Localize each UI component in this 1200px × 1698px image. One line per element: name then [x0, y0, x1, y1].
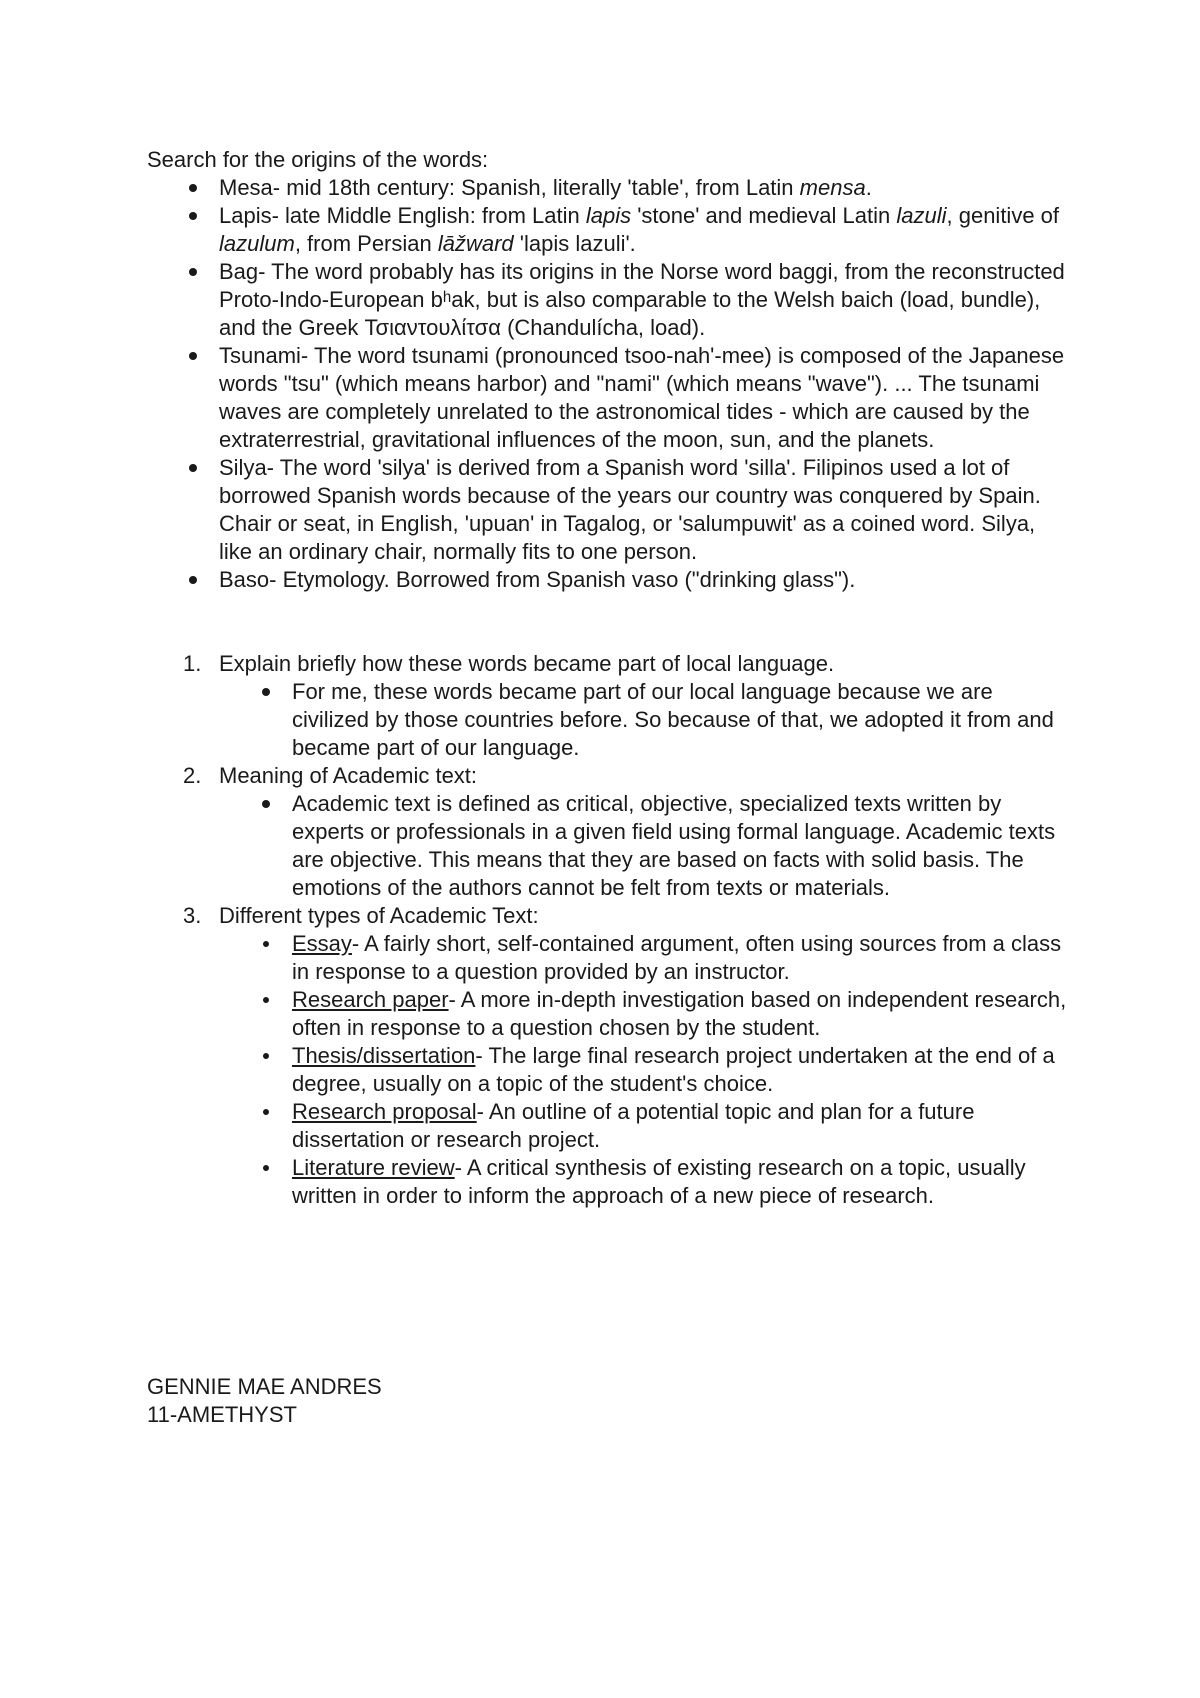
question-item	[183, 650, 1067, 762]
answer-list-item	[292, 930, 1067, 986]
intro-text: Search for the origins of the words:	[147, 147, 489, 172]
text-segment: Baso- Etymology. Borrowed from Spanish vaso ("drinking glass").	[219, 567, 856, 592]
origin-list-item	[219, 174, 1067, 202]
question-number: 2.	[183, 763, 202, 788]
text-segment: Mesa- mid 18th century: Spanish, literally 'table', from Latin	[219, 175, 800, 200]
text-segment: - The large final research project undertaken at the end of a degree, usually on a topic of the student's choice.	[292, 1043, 1055, 1096]
text-segment: 'lapis lazuli'.	[513, 231, 636, 256]
text-type-label: Thesis/dissertation	[292, 1043, 476, 1068]
question-prompt: Meaning of Academic text:	[219, 763, 478, 788]
text-type-label: Research proposal	[292, 1099, 477, 1124]
answer-list-item	[292, 678, 1067, 762]
text-segment: Academic text is defined as critical, objective, specialized texts written by experts or professionals in a given field using formal language. Academic texts are objective. This means that they are based on facts with solid basis. The emotions of the authors cannot be felt from texts or materials.	[292, 791, 1056, 900]
text-segment: Silya- The word 'silya' is derived from a Spanish word 'silla'. Filipinos used a lot of borrowed Spanish words because of the years our country was conquered by Spain. Chair or seat, in English, 'upuan' in Tagalog, or 'salumpuwit' as a coined word. Silya, like an ordinary chair, normally fits to one person.	[219, 455, 1041, 564]
text-segment: - A more in-depth investigation based on independent research, often in response to a question chosen by the student.	[292, 987, 1067, 1040]
answer-list-item	[292, 1098, 1067, 1154]
text-segment: - A critical synthesis of existing research on a topic, usually written in order to inform the approach of a new piece of research.	[292, 1155, 1026, 1208]
origin-list-item	[219, 342, 1067, 454]
text-segment: Tsunami- The word tsunami (pronounced tsoo-nah'-mee) is composed of the Japanese words "tsu" (which means harbor) and "nami" (which means "wave"). ... The tsunami waves are completely unrelated to the astronomical tides - which are caused by the extraterrestrial, gravitational influences of the moon, sun, and the planets.	[219, 343, 1065, 452]
italic-term: lapis	[585, 203, 632, 228]
text-segment: - An outline of a potential topic and plan for a future dissertation or research project.	[292, 1099, 975, 1152]
answer-list	[219, 790, 1067, 902]
origin-list-item	[219, 258, 1067, 342]
text-segment: Bag- The word probably has its origins in the Norse word baggi, from the reconstructed Proto-Indo-European bʰak, but is also comparable to the Welsh baich (load, bundle), and the Greek Τσιαντουλίτσα (Chandulícha, load).	[219, 259, 1065, 340]
origins-list	[147, 174, 1067, 594]
text-type-label: Research paper	[292, 987, 449, 1012]
answer-list-item	[292, 986, 1067, 1042]
question-number: 1.	[183, 651, 202, 676]
text-type-label: Literature review	[292, 1155, 455, 1180]
italic-term: lazulum	[219, 231, 295, 256]
text-segment: 'stone' and medieval Latin	[631, 203, 897, 228]
question-item	[183, 762, 1067, 902]
answer-list	[219, 678, 1067, 762]
italic-term: lazuli	[896, 203, 947, 228]
origin-list-item	[219, 202, 1067, 258]
text-segment: .	[865, 175, 872, 200]
text-segment: , genitive of	[946, 203, 1060, 228]
question-number: 3.	[183, 903, 202, 928]
document-body	[147, 146, 1067, 1210]
text-segment: , from Persian	[294, 231, 438, 256]
question-prompt: Different types of Academic Text:	[219, 903, 539, 928]
questions-list	[147, 650, 1067, 1210]
question-item	[183, 902, 1067, 1210]
author-section: 11-AMETHYST	[147, 1402, 297, 1427]
signature-block	[147, 1373, 382, 1429]
italic-term: lāžward	[437, 231, 514, 256]
question-prompt: Explain briefly how these words became part of local language.	[219, 651, 835, 676]
origin-list-item	[219, 454, 1067, 566]
answer-list-item	[292, 790, 1067, 902]
text-segment: For me, these words became part of our local language because we are civilized by those countries before. So because of that, we adopted it from and became part of our language.	[292, 679, 1054, 760]
text-type-label: Essay	[292, 931, 352, 956]
text-segment: - A fairly short, self-contained argument, often using sources from a class in response to a question provided by an instructor.	[292, 931, 1062, 984]
answer-list-item	[292, 1042, 1067, 1098]
author-name: GENNIE MAE ANDRES	[147, 1374, 382, 1399]
text-segment: Lapis- late Middle English: from Latin	[219, 203, 586, 228]
origin-list-item	[219, 566, 1067, 594]
italic-term: mensa	[799, 175, 866, 200]
answer-list-item	[292, 1154, 1067, 1210]
answer-list	[219, 930, 1067, 1210]
